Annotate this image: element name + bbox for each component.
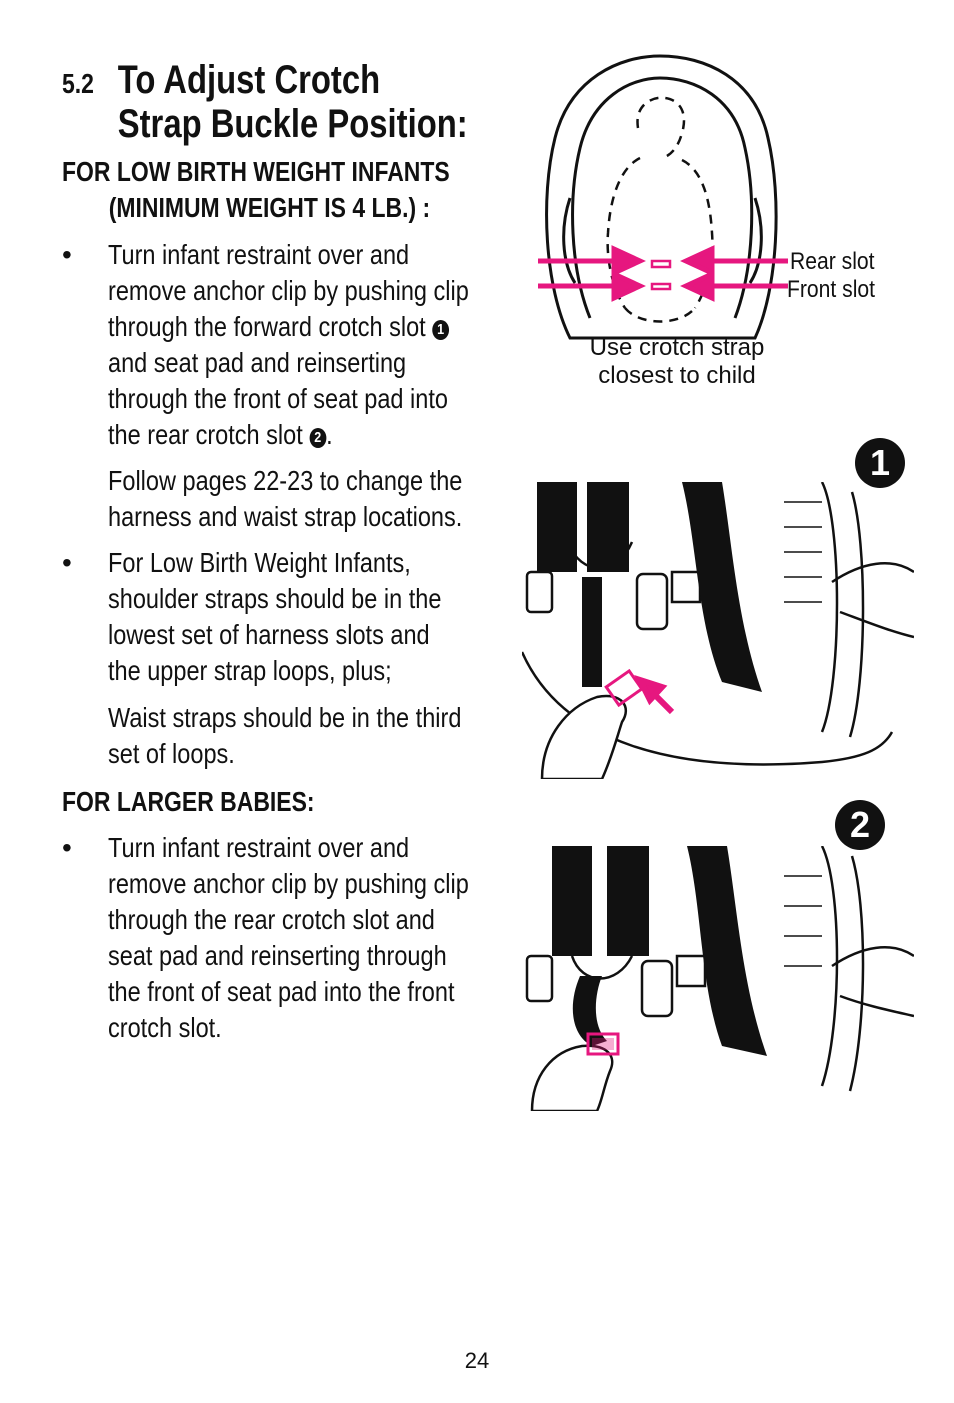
follow-pages-note: Follow pages 22-23 to change the harness and waist strap locations.: [108, 465, 463, 532]
car-seat-diagram: [530, 48, 800, 348]
larger-babies-bullet: Turn infant restraint over and remove anchor clip by pushing clip through the rear crotch slot and seat pad and reinserting through the front of seat pad into the front crotch slot.: [108, 832, 469, 1043]
bullet-marker: •: [62, 239, 72, 270]
title-line-1: To Adjust Crotch: [117, 58, 381, 102]
section-number: 5.2: [62, 68, 94, 99]
step-2-illustration: [522, 846, 914, 1111]
low-birth-bullet-2: For Low Birth Weight Infants, shoulder straps should be in the lowest set of harness slots and the upper strap loops, plus;: [108, 547, 442, 686]
low-birth-heading: FOR LOW BIRTH WEIGHT INFANTS (MINIMUM WEIGHT IS 4 LB.) :: [62, 156, 450, 223]
bullet-marker: •: [62, 547, 72, 578]
bullet-marker: •: [62, 832, 72, 863]
step-1-illustration: [522, 482, 914, 779]
low-birth-bullet-1: Turn infant restraint over and remove anchor clip by pushing clip through the forward crotch slot 1 and seat pad and reinserting through the front of seat pad into the rear crotch slot 2 .: [108, 239, 469, 450]
larger-babies-heading: FOR LARGER BABIES:: [62, 786, 315, 817]
page-number: 24: [464, 1348, 490, 1373]
step-two-ref: 2: [309, 428, 326, 448]
front-slot-label: Front slot: [787, 276, 876, 303]
section-title: [62, 60, 468, 144]
step-one-ref: 1: [432, 320, 449, 340]
step-1-badge: 1: [855, 438, 905, 488]
waist-straps-note: Waist straps should be in the third set of loops.: [108, 702, 462, 769]
crotch-strap-caption: Use crotch strap closest to child: [589, 334, 765, 389]
title-line-2: Strap Buckle Position:: [117, 102, 468, 146]
rear-slot-label: Rear slot: [790, 248, 875, 275]
step-2-badge: 2: [835, 800, 885, 850]
